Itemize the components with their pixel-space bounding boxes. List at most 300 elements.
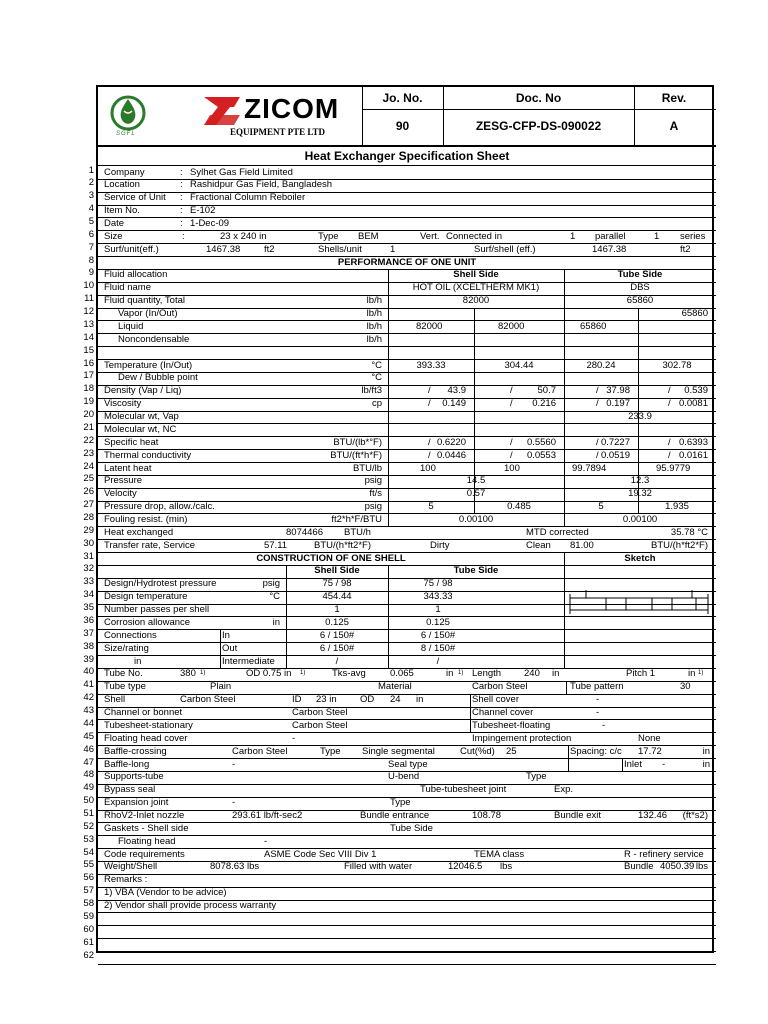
ts-float-label: Tubesheet-floating [472,719,551,731]
row-number: 23 [83,447,94,459]
tube-side-heading: Tube Side [617,269,663,281]
service-value: Fractional Column Reboiler [190,192,306,204]
id-value: 23 in [316,694,337,706]
dp-label: Pressure drop, allow./calc. [104,501,215,513]
tc-tube-out: 0.0161 [678,449,708,461]
code-label: Code requirements [104,848,185,860]
slash: / [596,385,599,397]
pressure-shell: 14.5 [466,475,486,487]
row-number: 62 [83,949,94,961]
sh-tube-in: 0.7227 [600,436,630,448]
clean-label: Clean [526,539,551,551]
vapor-label: Vapor (In/Out) [118,308,178,320]
slash: / [510,385,513,397]
row-number: 41 [83,679,94,691]
density-shell-out: 50.7 [537,385,556,397]
row-number: 25 [83,473,94,485]
rev-value: A [669,119,679,133]
fluid-alloc-label: Fluid allocation [104,269,168,281]
location-label: Location [104,179,140,191]
corr-shell: 0.125 [325,616,349,628]
mtd-label: MTD corrected [526,526,589,538]
foul-tube: 0.00100 [622,513,658,525]
unit-ft2: ft2 [264,243,275,255]
conn-out-label: Out [222,642,238,654]
date-label: Date [104,217,125,229]
latent-label: Latent heat [104,462,152,474]
row-number: 39 [83,653,94,665]
tube-type-label: Tube type [104,681,146,693]
conn-tube-out: 8 / 150# [420,642,456,654]
visc-tube-out: 0.0081 [678,398,708,410]
shell-side-heading: Shell Side [314,565,360,577]
tema-label: TEMA class [474,848,525,860]
unit: BTU/(lb*°F) [333,436,382,448]
row-number: 8 [88,254,94,266]
jo-no-value: 90 [395,119,410,133]
visc-shell-in: 0.149 [442,398,466,410]
dash: - [602,719,606,731]
row-number: 44 [83,717,94,729]
dash: - [292,732,296,744]
slash: / [428,436,431,448]
row-number: 51 [83,808,94,819]
tube-no-label: Tube No. [104,668,143,680]
code-value: ASME Code Sec VIII Div 1 [264,848,377,860]
dash: - [232,758,236,770]
foul-shell: 0.00100 [458,513,494,525]
material-value: Carbon Steel [472,681,528,693]
row-number: 58 [83,898,94,910]
baffle-c-value: Carbon Steel [232,745,288,757]
density-label: Density (Vap / Liq) [104,385,182,397]
float-head-label: Floating head [118,835,176,847]
dash: - [264,835,268,847]
row-number: 35 [83,602,94,614]
temp-tube-out: 302.78 [662,359,692,371]
unit: in [272,616,280,628]
shell-cover-label: Shell cover [472,694,519,706]
type-label: Type [390,797,411,809]
row-number: 27 [83,499,94,511]
date-value: 1-Dec-09 [190,217,230,229]
row-number: 21 [83,421,94,433]
slash: / [668,385,671,397]
slash: / [510,449,513,461]
passes-label: Number passes per shell [104,604,210,616]
bundle-exit-label: Bundle exit [554,810,602,821]
row-number: 11 [84,293,94,305]
row-number: 3 [88,190,94,202]
row-number: 18 [83,383,94,395]
velocity-tube: 19.32 [628,488,652,500]
clean-value: 81.00 [570,539,594,551]
velocity-label: Velocity [104,488,137,500]
temp-label: Temperature (In/Out) [104,359,193,371]
transfer-label: Transfer rate, Service [104,539,195,551]
colon: : [180,217,183,229]
row-number: 42 [83,692,94,704]
colon: : [180,205,183,217]
row-number: 55 [83,859,94,871]
footnote-marker: 1) [458,669,464,676]
design-p-tube: 75 / 98 [423,578,453,590]
row-number: 9 [88,267,94,279]
weight-label: Weight/Shell [104,861,158,873]
spec-sheet [96,85,714,953]
unit: psig [262,578,280,590]
row-number: 1 [88,164,94,176]
pitch-label: Pitch 1 [626,668,656,680]
exp-joint-label: Expansion joint [104,797,169,809]
row-number: 57 [83,885,94,897]
length-label: Length [472,668,502,680]
brand-name: ZICOM [244,93,340,124]
gaskets-label: Gaskets - Shell side [104,822,189,834]
density-tube-out: 0.539 [684,385,708,397]
bundle-ent-label: Bundle entrance [360,810,430,821]
item-value: E-102 [190,205,216,217]
row-number: 50 [83,795,94,807]
size-label: Size [104,230,123,242]
design-t-shell: 454.44 [322,591,352,603]
surf-unit-label: Surf/unit(eff.) [104,243,159,255]
baffle-c-label: Baffle-crossing [104,745,167,757]
unit: °C [269,591,280,603]
unit: °C [371,359,382,371]
slash: / [668,398,671,410]
pressure-tube: 12.3 [630,475,650,487]
unit: psig [364,501,382,513]
unit: lb/ft3 [361,385,382,397]
supports-value: U-bend [388,771,420,783]
row-number: 33 [83,576,94,588]
dp-tube-calc: 1.935 [665,501,689,513]
row-number: 2 [88,177,94,189]
filled-label: Filled with water [344,861,413,873]
row-number: 40 [83,666,94,678]
conn-tube-in: 6 / 150# [420,629,456,641]
connected-label: Connected in [446,230,502,242]
foul-label: Fouling resist. (min) [104,513,188,525]
series-count: 1 [654,230,660,242]
pattern-label: Tube pattern [570,681,624,693]
transfer-value: 57.11 [264,539,288,551]
vert-label: Vert. [420,230,440,242]
slash: / [510,398,513,410]
imping-label: Impingement protection [472,732,572,744]
heat-ex-label: Heat exchanged [104,526,174,538]
row-number: 26 [83,486,94,498]
remarks-label: Remarks : [104,874,148,886]
od-label: OD [360,694,375,706]
row-number: 38 [83,640,94,652]
unit: lbs [695,861,708,873]
zicom-mark-icon [200,95,244,129]
lh-tube-in: 99.7894 [572,462,607,474]
id-label: ID [292,694,302,706]
sketch-heading: Sketch [624,552,656,564]
passes-shell: 1 [334,604,340,616]
dp-shell-allow: 5 [428,501,434,513]
row-number: 34 [83,589,94,601]
slash: / [668,436,671,448]
type-label: Type [526,771,547,783]
type-label: Type [318,230,339,242]
shell-side-heading: Shell Side [453,269,499,281]
slash: / [428,398,431,410]
company-label: Company [104,166,145,178]
dp-shell-calc: 0.485 [507,501,531,513]
bundle-w-value: 4050.39 [660,861,695,873]
tt-joint-label: Tube-tubesheet joint [420,784,507,796]
unit: BTU/(h*ft2*F) [314,539,372,551]
row-number: 20 [83,409,94,421]
row-number: 56 [83,872,94,884]
noncond-label: Noncondensable [118,333,190,345]
tube-side-heading: Tube Side [453,565,499,577]
passes-tube: 1 [435,604,441,616]
sh-tube-out: 0.6393 [678,436,708,448]
doc-no-value: ZESG-CFP-DS-090022 [475,119,602,133]
row-number: 12 [83,306,94,318]
location-value: Rashidpur Gas Field, Bangladesh [190,179,333,191]
mw-nc-label: Molecular wt, NC [104,423,177,435]
parallel-label: parallel [595,230,626,242]
filled-value: 12046.5 [448,861,483,873]
row-number: 31 [83,550,94,562]
tks-value: 0.065 [390,668,414,680]
lh-shell-out: 100 [504,462,520,474]
exchanger-sketch [566,584,712,624]
spacing-label: Spacing: c/c [570,745,622,757]
density-tube-in: 37.98 [606,385,630,397]
performance-title: PERFORMANCE OF ONE UNIT [337,256,477,268]
conn-shell-out: 6 / 150# [319,642,355,654]
footnote-marker: 1) [200,669,206,676]
construction-title: CONSTRUCTION OF ONE SHELL [256,552,406,564]
brand-subtitle: EQUIPMENT PTE LTD [230,127,326,137]
density-shell-in: 43.9 [447,385,466,397]
unit: in [688,668,696,680]
row-number: 36 [83,614,94,626]
row-number: 61 [83,936,94,948]
ts-stat-value: Carbon Steel [292,719,348,731]
mw-vap-value: 233.9 [628,411,652,423]
row-number: 54 [83,846,94,858]
bundle-w-label: Bundle [624,861,654,873]
qty-tube: 65860 [626,295,654,307]
sp-heat-label: Specific heat [104,436,159,448]
lh-tube-out: 95.9779 [656,462,691,474]
visc-tube-in: 0.197 [606,398,630,410]
qty-total-label: Fluid quantity, Total [104,295,185,307]
rhov-value: 293.61 lb/ft-sec2 [232,810,303,821]
unit: in [134,655,142,667]
mw-vap-label: Molecular wt, Vap [104,411,179,423]
velocity-shell: 0.57 [466,488,486,500]
od-label: OD 0.75 in [246,668,292,680]
od-value: 24 [390,694,401,706]
unit: lb/h [366,320,382,332]
spacing-value: 17.72 [638,745,662,757]
tema-value: R - refinery service [624,848,704,860]
size-rating-label: Size/rating [104,642,149,654]
row-number: 52 [83,820,94,832]
fluid-name-label: Fluid name [104,282,151,294]
service-label: Service of Unit [104,192,166,204]
channel-label: Channel or bonnet [104,707,183,719]
unit: lb/h [366,333,382,345]
shell-value: Carbon Steel [180,694,236,706]
row-number: 4 [88,203,94,215]
slash: / [428,449,431,461]
colon: : [180,179,183,191]
tube-type-value: Plain [210,681,232,693]
dash: - [662,758,666,770]
dp-tube-allow: 5 [598,501,604,513]
sheet-title: Heat Exchanger Specification Sheet [304,149,510,163]
unit: (ft*s2) [682,810,708,821]
tc-tube-in: 0.0519 [600,449,630,461]
slash: / [510,436,513,448]
baffle-l-label: Baffle-long [104,758,150,770]
liq-tube-in: 65860 [580,320,607,332]
cut-label: Cut(%d) [460,745,495,757]
row-number: 53 [83,833,94,845]
dew-label: Dew / Bubble point [118,372,198,384]
row-number: 49 [83,782,94,794]
unit: psig [364,475,382,487]
unit: BTU/(h*ft2*F) [650,539,708,551]
jo-no-heading: Jo. No. [382,91,423,105]
corr-label: Corrosion allowance [104,616,191,628]
surf-shell-value: 1467.38 [592,243,627,255]
cut-value: 25 [506,745,517,757]
row-number: 6 [88,228,94,240]
unit: ft2*h*F/BTU [331,513,382,525]
shell-fluid: HOT OIL (XCELTHERM MK1) [412,282,540,294]
type-value: BEM [358,230,379,242]
ts-stat-label: Tubesheet-stationary [104,719,193,731]
row-number: 24 [83,460,94,472]
row-number: 46 [83,743,94,755]
rev-heading: Rev. [661,91,687,105]
unit: in [416,694,424,706]
client-logo-text: SGFL [116,131,136,137]
unit: lb/h [366,295,382,307]
shell-label: Shell [104,694,126,706]
tube-no-value: 380 [180,668,196,680]
bypass-label: Bypass seal [104,784,156,796]
footnote-marker: 1) [698,669,704,676]
rhov-label: RhoV2-Inlet nozzle [104,810,185,821]
size-value: 23 x 240 in [220,230,267,242]
conn-label: Connections [104,629,157,641]
surf-shell-label: Surf/shell (eff.) [474,243,536,255]
length-value: 240 [524,668,540,680]
design-p-shell: 75 / 98 [322,578,352,590]
row-number: 45 [83,730,94,742]
seal-type-label: Seal type [388,758,428,770]
row-number: 19 [83,396,94,408]
row-number: 43 [83,705,94,717]
row-number: 14 [83,331,94,343]
row-number: 60 [83,923,94,935]
row-number: 30 [83,537,94,549]
row-number: 7 [88,241,94,253]
supports-label: Supports-tube [104,771,164,783]
remark-1: 1) VBA (Vendor to be advice) [104,887,227,899]
conn-shell-in: 6 / 150# [319,629,355,641]
surf-unit-value: 1467.38 [206,243,241,255]
liq-shell-in: 82000 [416,320,443,332]
bundle-ent-value: 108.78 [472,810,502,821]
channel-cover-label: Channel cover [472,707,534,719]
row-number: 59 [83,910,94,922]
colon: : [182,230,185,242]
slash: / [335,655,339,667]
qty-shell: 82000 [462,295,490,307]
unit: BTU/(ft*h*F) [330,449,382,461]
slash: / [596,449,599,461]
visc-shell-out: 0.216 [532,398,556,410]
temp-shell-out: 304.44 [504,359,534,371]
shells-value: 1 [390,243,396,255]
visc-label: Viscosity [104,398,142,410]
tc-shell-out: 0.0553 [526,449,556,461]
design-t-tube: 343.33 [423,591,453,603]
item-label: Item No. [104,205,140,217]
heat-ex-value: 8074466 [286,526,323,538]
colon: : [180,192,183,204]
unit: in [702,745,710,757]
unit: in [702,758,710,770]
slash: / [596,436,599,448]
unit: BTU/lb [352,462,382,474]
tube-fluid: DBS [630,282,650,294]
inlet-label: Inlet [624,758,642,770]
unit: °C [371,372,382,384]
row-number: 37 [83,627,94,639]
row-number: 13 [83,318,94,330]
temp-shell-in: 393.33 [416,359,446,371]
material-label: Material [378,681,412,693]
brand-logo [200,93,360,143]
temp-tube-in: 280.24 [586,359,616,371]
row-number: 48 [83,769,94,781]
unit: in [446,668,454,680]
dash: - [596,707,600,719]
row-number: 29 [83,524,94,536]
conn-inter-label: Intermediate [222,655,275,667]
client-logo [106,93,150,143]
gasket-tube-label: Tube Side [390,822,433,834]
tks-label: Tks-avg [332,668,366,680]
sh-shell-out: 0.5560 [526,436,556,448]
pattern-value: 30 [680,681,691,693]
row-number: 22 [83,434,94,446]
dash: - [232,797,236,809]
tc-shell-in: 0.0446 [436,449,466,461]
company-value: Sylhet Gas Field Limited [190,166,293,178]
unit: cp [371,398,382,410]
slash: / [428,385,431,397]
liq-shell-out: 82000 [498,320,525,332]
dirty-label: Dirty [430,539,450,551]
row-number: 17 [83,370,94,382]
baffle-type-value: Single segmental [362,745,435,757]
